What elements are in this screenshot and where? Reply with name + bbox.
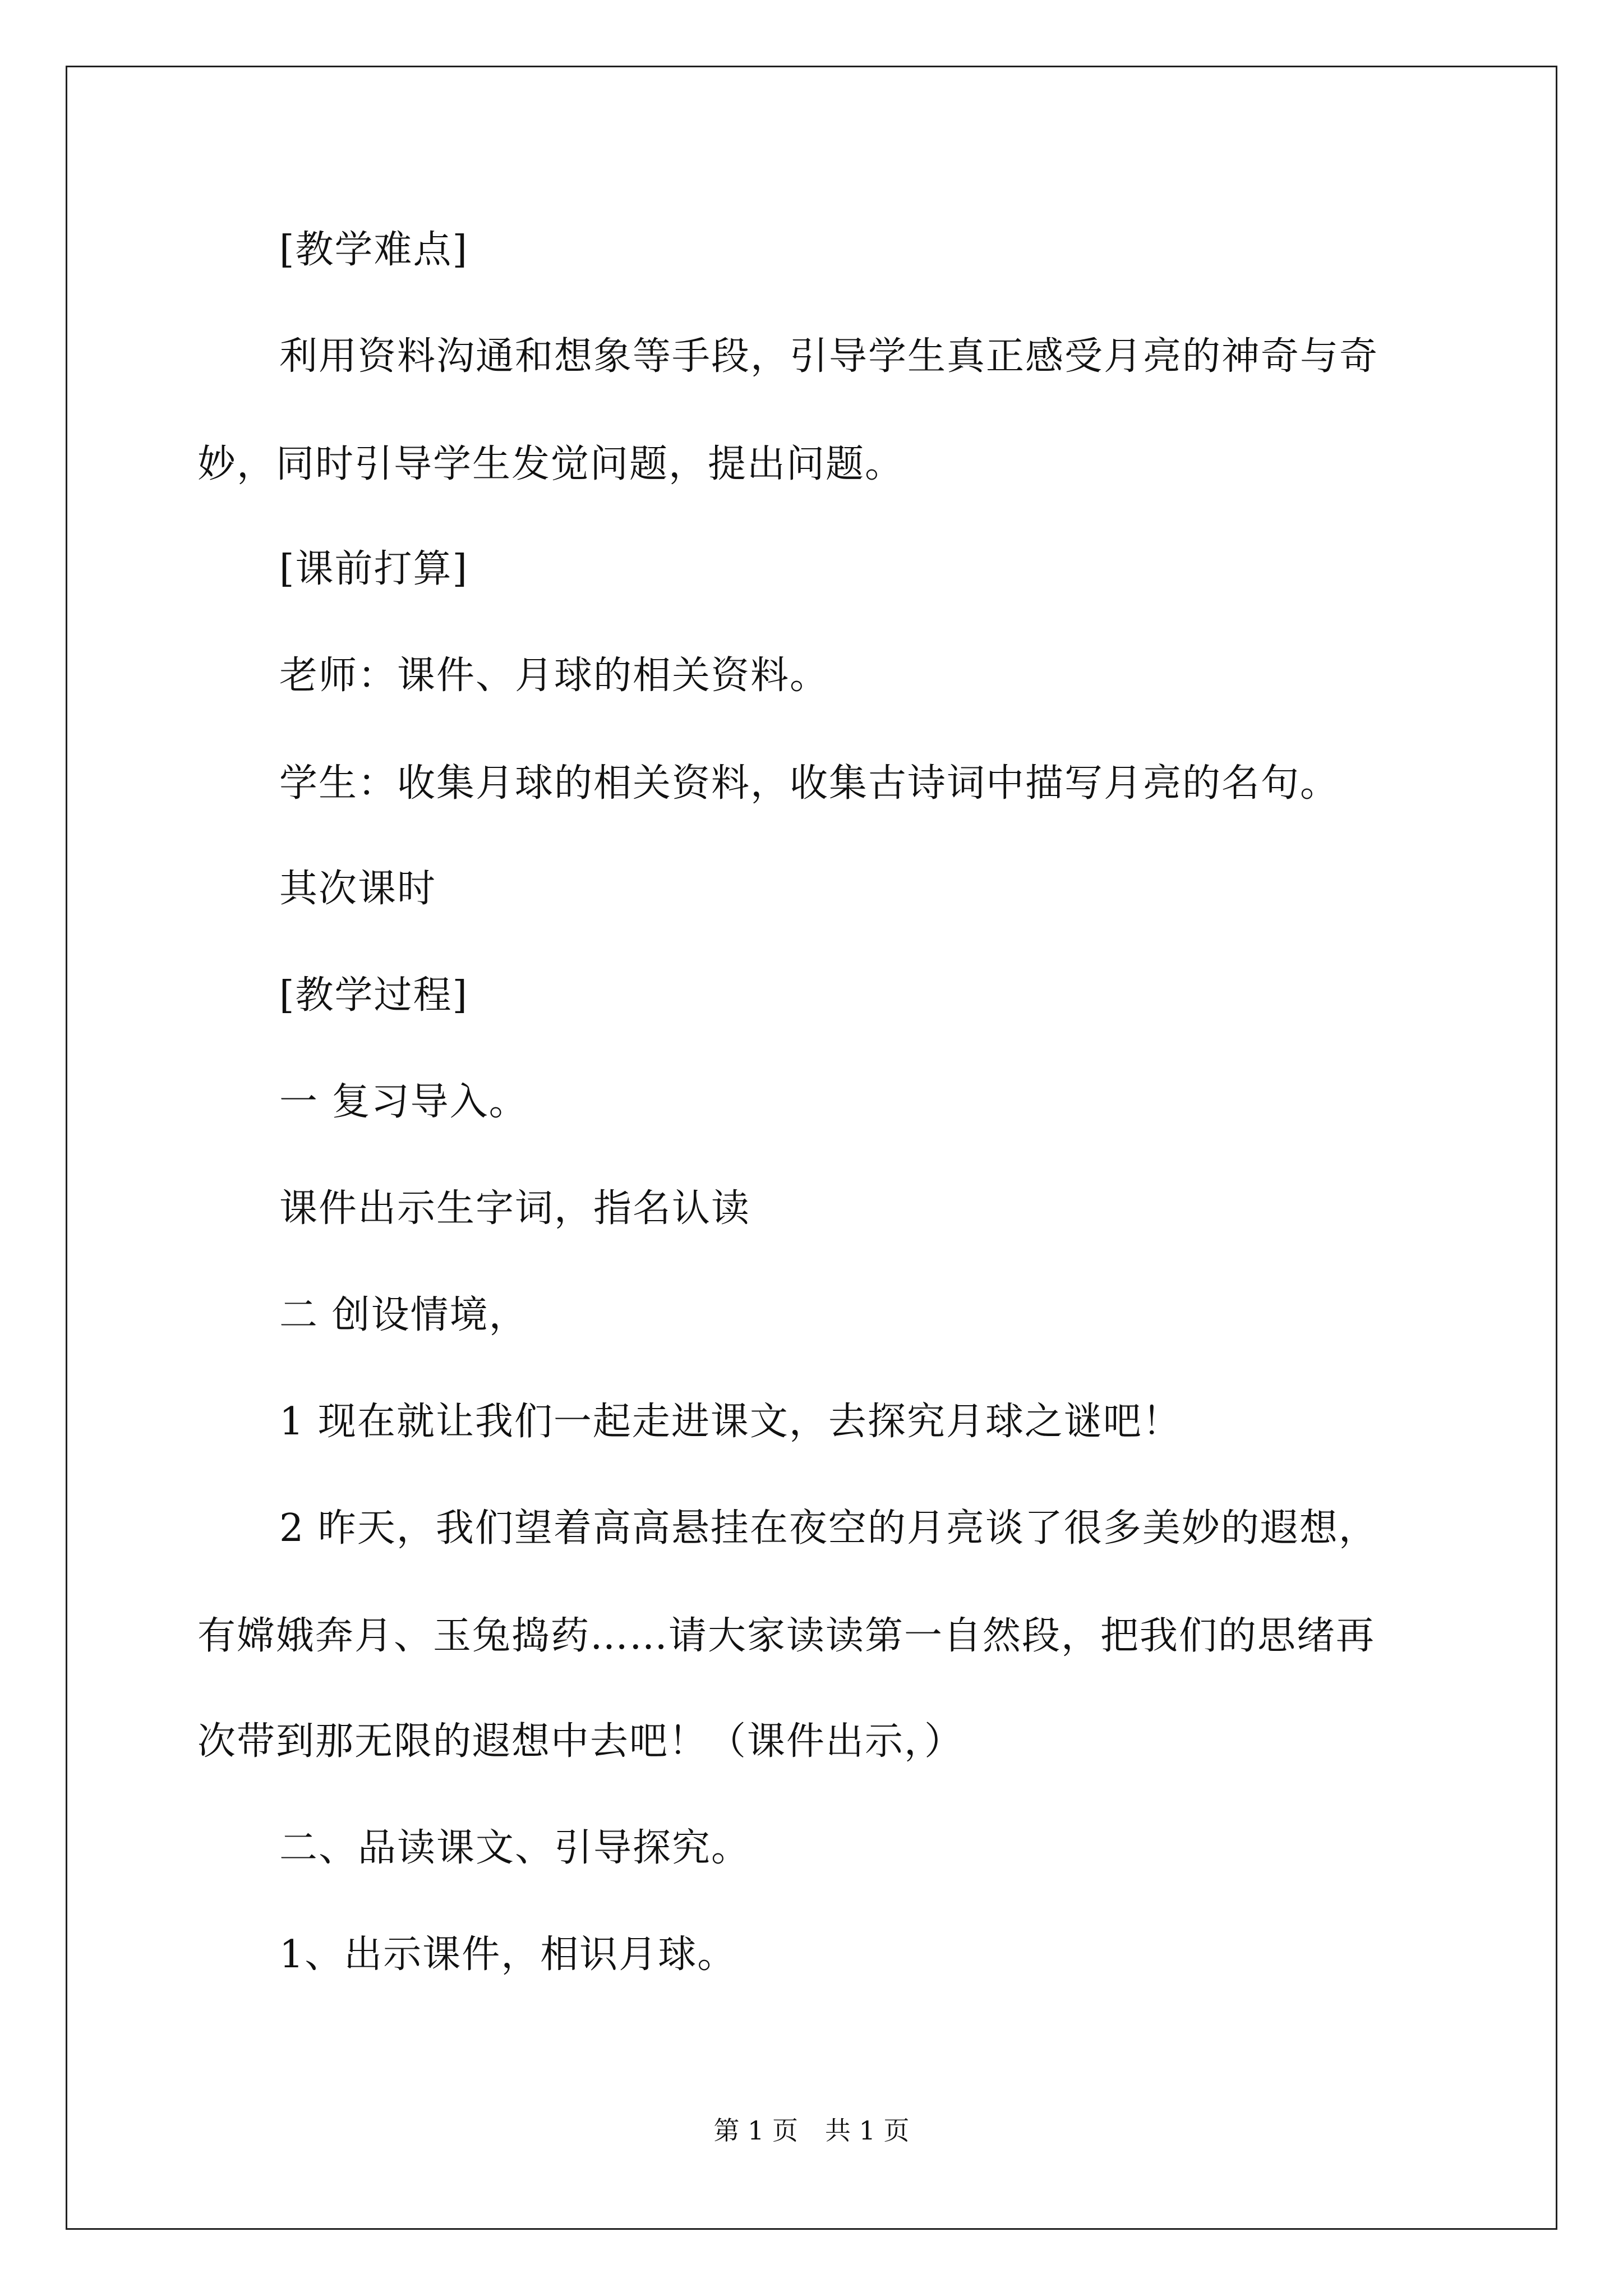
paragraph-line: 1、出示课件，相识月球。 — [279, 1932, 737, 1977]
section-heading: 二 创设情境， — [279, 1293, 528, 1337]
paragraph-line: 课件出示生字词，指名认读 — [279, 1186, 751, 1231]
heading-teaching-difficulty: [教学难点] — [279, 228, 469, 272]
section-heading: 一 复习导入。 — [279, 1080, 528, 1124]
paragraph-line: 1 现在就让我们一起走进课文，去探究月球之谜吧！ — [279, 1400, 1182, 1444]
page-number-total: 共 1 页 — [825, 2115, 910, 2146]
paragraph-line: 利用资料沟通和想象等手段，引导学生真正感受月亮的神奇与奇 — [279, 334, 1379, 379]
paragraph-line: 次带到那无限的遐想中去吧！（课件出示，） — [197, 1719, 964, 1764]
heading-preparation: [课前打算] — [279, 547, 469, 591]
page-footer — [0, 2115, 1623, 2146]
paragraph-line: 老师：课件、月球的相关资料。 — [279, 654, 829, 698]
lesson-title: 其次课时 — [279, 867, 437, 911]
page-frame — [66, 66, 1557, 2230]
paragraph-line: 妙，同时引导学生发觉问题，提出问题。 — [197, 442, 905, 486]
page-number-current: 第 1 页 — [713, 2115, 798, 2146]
heading-teaching-process: [教学过程] — [279, 973, 469, 1018]
paragraph-line: 学生：收集月球的相关资料，收集古诗词中描写月亮的名句。 — [279, 761, 1340, 806]
paragraph-line: 2 昨天，我们望着高高悬挂在夜空的月亮谈了很多美妙的遐想， — [279, 1506, 1378, 1550]
section-heading: 二、品读课文、引导探究。 — [279, 1826, 751, 1870]
paragraph-line: 有嫦娥奔月、玉兔捣药……请大家读读第一自然段，把我们的思绪再 — [197, 1614, 1376, 1658]
